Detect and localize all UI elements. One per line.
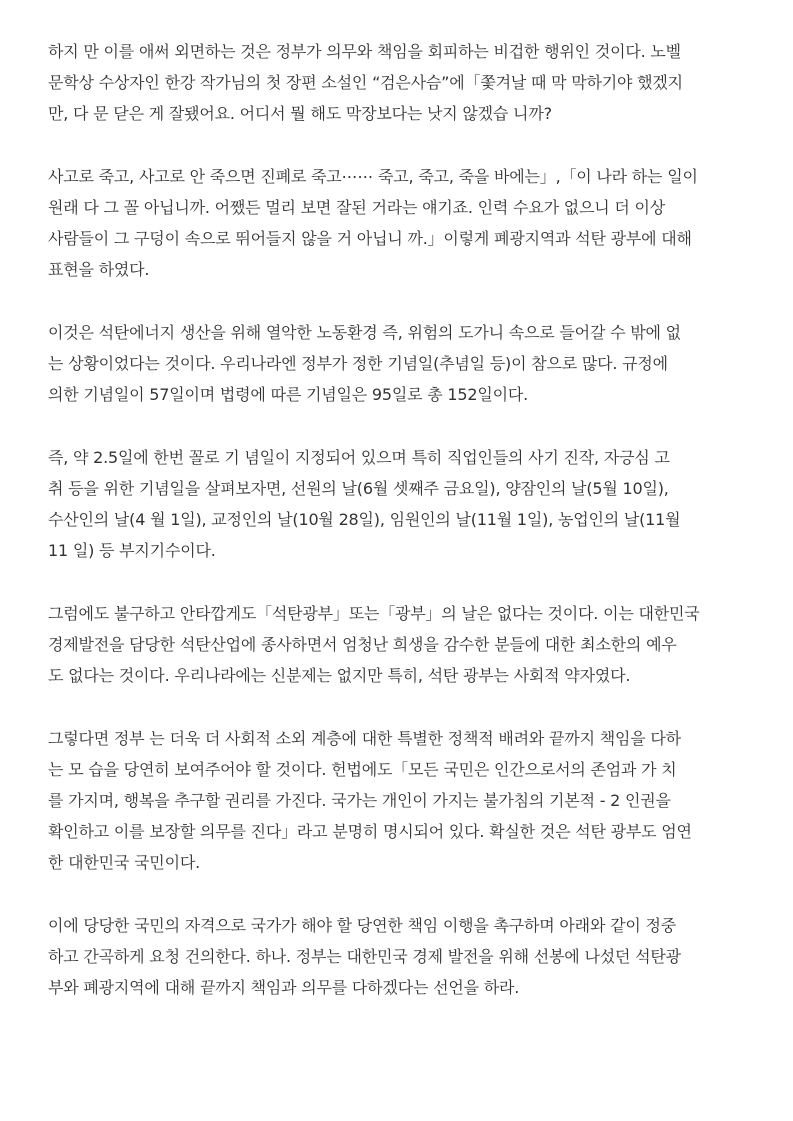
text-line: 그렇다면 정부 는 더욱 더 사회적 소외 계층에 대한 특별한 정책적 배려와 끝까지 책임을 다하 [48,729,681,748]
document-body [48,36,748,1035]
paragraph-7 [48,910,748,1003]
text-line: 경제발전을 담당한 석탄산업에 종사하면서 엄청난 희생을 감수한 분들에 대한 최소한의 예우 [48,635,677,654]
text-line: 수산인의 날(4 월 1일), 교정인의 날(10월 28일), 임원인의 날(11월 1일), 농업인의 날(11월 [48,510,681,529]
text-line: 취 등을 위한 기념일을 살펴보자면, 선원의 날(6월 셋째주 금요일), 양잠인의 날(5월 10일), [48,479,669,498]
paragraph-5 [48,598,748,691]
text-line: 도 없다는 것이다. 우리나라에는 신분제는 없지만 특히, 석탄 광부는 사회적 약자였다. [48,666,631,685]
text-line: 한 대한민국 국민이다. [48,853,200,872]
paragraph-6 [48,723,748,878]
text-line: 11 일) 등 부지기수이다. [48,541,216,560]
paragraph-1 [48,36,748,129]
paragraph-3 [48,317,748,410]
text-line: 만, 다 문 닫은 게 잘됐어요. 어디서 뭘 해도 막장보다는 낫지 않겠습 니까? [48,104,552,123]
text-line: 사람들이 그 구덩이 속으로 뛰어들지 않을 거 아닙니 까.」이렇게 폐광지역과 석탄 광부에 대해 [48,229,692,248]
text-line: 하고 간곡하게 요청 건의한다. 하나. 정부는 대한민국 경제 발전을 위해 선봉에 나섰던 석탄광 [48,947,681,966]
text-line: 는 상황이었다는 것이다. 우리나라엔 정부가 정한 기념일(추념일 등)이 참으로 많다. 규정에 [48,354,668,373]
text-line: 부와 폐광지역에 대해 끝까지 책임과 의무를 다하겠다는 선언을 하라. [48,978,520,997]
text-line: 이것은 석탄에너지 생산을 위해 열악한 노동환경 즉, 위험의 도가니 속으로 들어갈 수 밖에 없 [48,323,681,342]
text-line: 그럼에도 불구하고 안타깝게도「석탄광부」또는「광부」의 날은 없다는 것이다. 이는 대한민국 [48,604,700,623]
paragraph-4 [48,442,748,566]
text-line: 표현을 하였다. [48,260,150,279]
text-line: 이에 당당한 국민의 자격으로 국가가 해야 할 당연한 책임 이행을 촉구하며 아래와 같이 정중 [48,916,676,935]
text-line: 원래 다 그 꼴 아닙니까. 어쨌든 멀리 보면 잘된 거라는 얘기죠. 인력 수요가 없으니 더 이상 [48,198,666,217]
text-line: 확인하고 이를 보장할 의무를 진다」라고 분명히 명시되어 있다. 확실한 것은 석탄 광부도 엄연 [48,822,692,841]
text-line: 문학상 수상자인 한강 작가님의 첫 장편 소설인 “검은사슴”에「쫓겨날 때 막 막하기야 했겠지 [48,73,683,92]
text-line: 하지 만 이를 애써 외면하는 것은 정부가 의무와 책임을 회피하는 비겁한 행위인 것이다. 노벨 [48,42,681,61]
text-line: 는 모 습을 당연히 보여주어야 할 것이다. 헌법에도「모든 국민은 인간으로서의 존엄과 가 치 [48,760,677,779]
text-line: 의한 기념일이 57일이며 법령에 따른 기념일은 95일로 총 152일이다. [48,385,528,404]
text-line: 사고로 죽고, 사고로 안 죽으면 진폐로 죽고⋯⋯ 죽고, 죽고, 죽을 바에는」,「이 나라 하는 일이 [48,167,698,186]
text-line: 즉, 약 2.5일에 한번 꼴로 기 념일이 지정되어 있으며 특히 직업인들의 사기 진작, 자긍심 고 [48,448,670,467]
paragraph-2 [48,161,748,285]
text-line: 를 가지며, 행복을 추구할 권리를 가진다. 국가는 개인이 가지는 불가침의 기본적 - 2 인권을 [48,791,671,810]
